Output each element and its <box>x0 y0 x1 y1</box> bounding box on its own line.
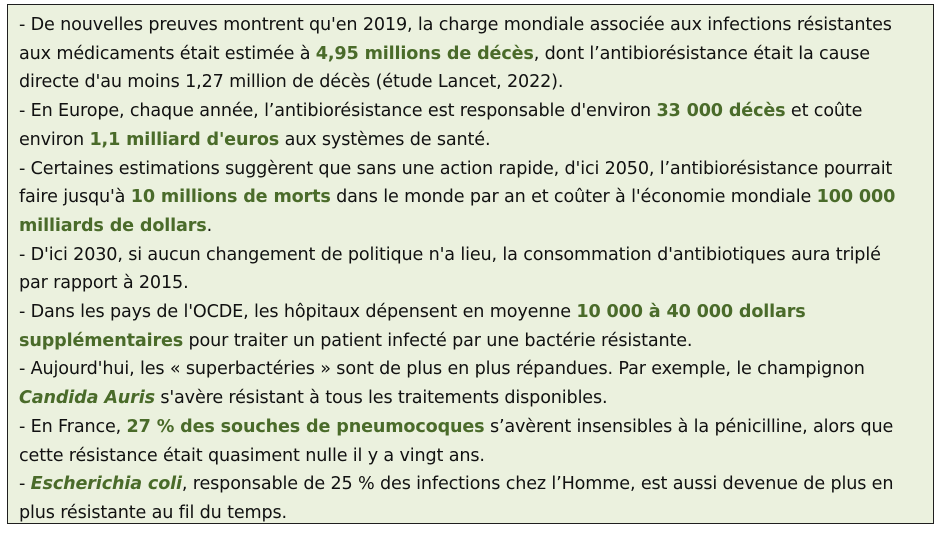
text-segment: - <box>19 474 31 495</box>
text-segment: . <box>206 215 213 236</box>
text-segment: cette résistance était quasiment nulle il y a vingt ans. <box>19 445 485 466</box>
text-segment: , responsable de 25 % des infections chez l’Homme, est aussi devenue de plus en <box>181 474 894 495</box>
highlighted-figure: 33 000 décès <box>656 101 786 122</box>
text-segment: - De nouvelles preuves montrent qu'en 2019, la charge mondiale associée aux infections résistantes <box>19 15 892 35</box>
text-line <box>19 241 923 270</box>
text-line <box>19 183 923 212</box>
text-line <box>19 11 923 40</box>
text-segment: aux systèmes de santé. <box>279 129 491 150</box>
text-segment: - En France, <box>19 416 127 437</box>
text-line <box>19 212 923 241</box>
text-line <box>19 155 923 184</box>
text-segment: - En Europe, chaque année, l’antibiorésistance est responsable d'environ <box>19 101 657 122</box>
highlighted-figure: 10 000 à 40 000 dollars <box>576 302 806 323</box>
text-line <box>19 355 923 384</box>
text-line <box>19 68 923 97</box>
text-segment: s’avèrent insensibles à la pénicilline, alors que <box>484 416 894 437</box>
text-segment: aux médicaments était estimée à <box>19 43 316 64</box>
species-name: Escherichia coli <box>30 474 182 495</box>
text-line <box>19 413 923 442</box>
highlighted-figure: 1,1 milliard d'euros <box>89 129 280 150</box>
facts-text-box <box>7 4 934 524</box>
text-segment: - D'ici 2030, si aucun changement de politique n'a lieu, la consommation d'antibiotiques aura triplé <box>19 244 881 265</box>
text-line <box>19 298 923 327</box>
text-segment: pour traiter un patient infecté par une bactérie résistante. <box>183 330 693 351</box>
text-segment: par rapport à 2015. <box>19 273 189 294</box>
text-segment: - Certaines estimations suggèrent que sans une action rapide, d'ici 2050, l’antibiorésistance pourrait <box>19 158 893 179</box>
highlighted-figure: 4,95 millions de décès <box>315 43 534 64</box>
text-line <box>19 269 923 298</box>
text-line <box>19 384 923 413</box>
highlighted-figure: 100 000 <box>816 187 896 208</box>
text-segment: environ <box>19 129 90 150</box>
text-line <box>19 126 923 155</box>
species-name: Candida Auris <box>19 388 155 409</box>
text-segment: faire jusqu'à <box>19 187 131 208</box>
text-segment: - Dans les pays de l'OCDE, les hôpitaux dépensent en moyenne <box>19 302 577 323</box>
highlighted-figure: 10 millions de morts <box>130 187 331 208</box>
text-segment: dans le monde par an et coûter à l'économie mondiale <box>330 187 817 208</box>
text-line <box>19 327 923 356</box>
text-segment: s'avère résistant à tous les traitements disponibles. <box>154 388 608 409</box>
text-line <box>19 442 923 471</box>
text-line <box>19 499 923 528</box>
text-segment: plus résistante au fil du temps. <box>19 502 287 523</box>
text-segment: , dont l’antibiorésistance était la cause <box>533 43 870 64</box>
text-line <box>19 470 923 499</box>
text-line <box>19 97 923 126</box>
text-segment: - Aujourd'hui, les « superbactéries » sont de plus en plus répandues. Par exemple, le champignon <box>19 359 865 380</box>
text-line <box>19 40 923 69</box>
highlighted-figure: 27 % des souches de pneumocoques <box>126 416 485 437</box>
text-segment: directe d'au moins 1,27 million de décès (étude Lancet, 2022). <box>19 72 564 93</box>
highlighted-figure: milliards de dollars <box>19 215 207 236</box>
text-segment: et coûte <box>785 101 863 122</box>
highlighted-figure: supplémentaires <box>19 330 184 351</box>
